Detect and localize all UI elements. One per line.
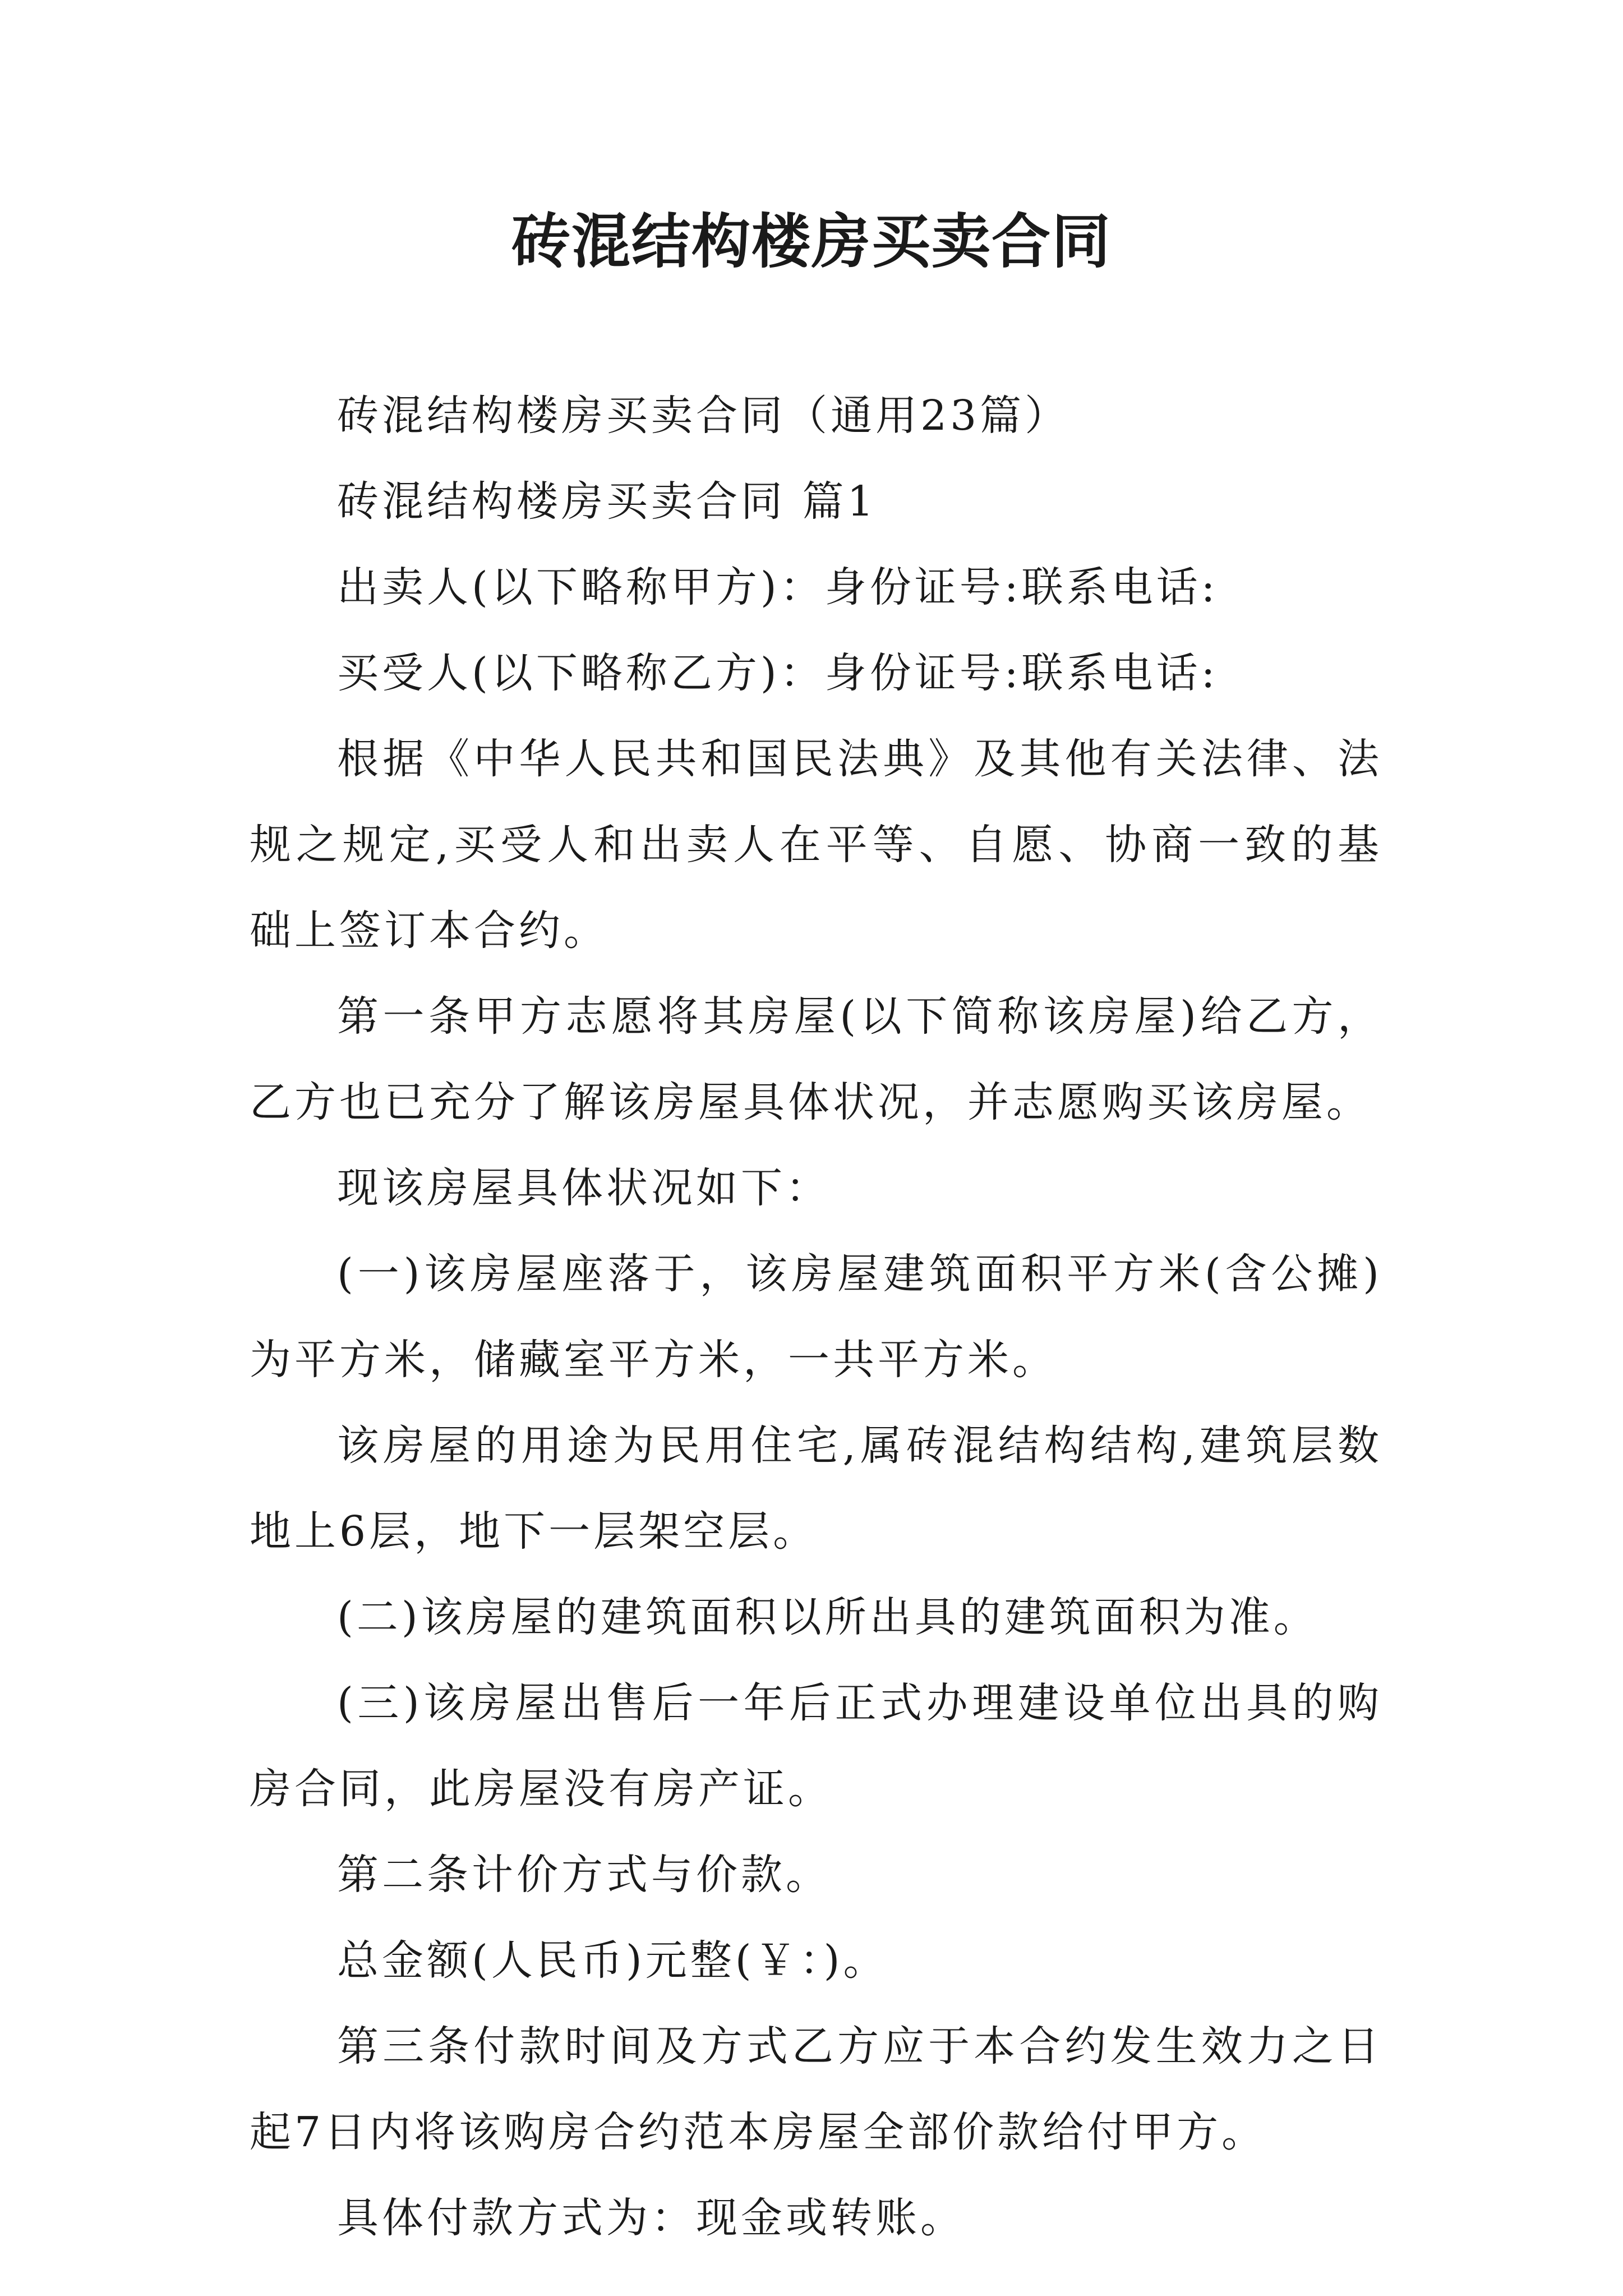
paragraph-item-1: (一)该房屋座落于，该房屋建筑面积平方米(含公摊)为平方米，储藏室平方米，一共平方米。: [250, 1250, 1382, 1384]
document-body: [250, 373, 1382, 2261]
paragraph-buyer: 买受人(以下略称乙方)：身份证号:联系电话:: [337, 649, 1219, 697]
paragraph-article-2: 第二条计价方式与价款。: [337, 1851, 831, 1899]
paragraph-section-heading: 砖混结构楼房买卖合同 篇1: [337, 477, 877, 526]
paragraph-payment-method: 具体付款方式为：现金或转账。: [337, 2194, 965, 2242]
paragraph-seller: 出卖人(以下略称甲方)：身份证号:联系电话:: [337, 563, 1219, 611]
paragraph-usage: 该房屋的用途为民用住宅,属砖混结构结构,建筑层数地上6层，地下一层架空层。: [250, 1421, 1382, 1556]
paragraph-total-amount: 总金额(人民币)元整(￥：)。: [337, 1936, 888, 1985]
document-title: 砖混结构楼房买卖合同: [511, 206, 1112, 276]
paragraph-preamble: 根据《中华人民共和国民法典》及其他有关法律、法规之规定,买受人和出卖人在平等、自愿、协商一致的基础上签订本合约。: [250, 735, 1382, 955]
paragraph-item-3: (三)该房屋出售后一年后正式办理建设单位出具的购房合同，此房屋没有房产证。: [250, 1679, 1382, 1813]
paragraph-item-2: (二)该房屋的建筑面积以所出具的建筑面积为准。: [337, 1593, 1318, 1641]
paragraph-property-status: 现该房屋具体状况如下：: [337, 1164, 831, 1212]
paragraph-article-1: 第一条甲方志愿将其房屋(以下简称该房屋)给乙方，乙方也已充分了解该房屋具体状况，并志愿购买该房屋。: [250, 992, 1382, 1126]
paragraph-article-3: 第三条付款时间及方式乙方应于本合约发生效力之日起7日内将该购房合约范本房屋全部价款给付甲方。: [250, 2022, 1382, 2156]
paragraph-subtitle: 砖混结构楼房买卖合同（通用23篇）: [337, 392, 1070, 440]
